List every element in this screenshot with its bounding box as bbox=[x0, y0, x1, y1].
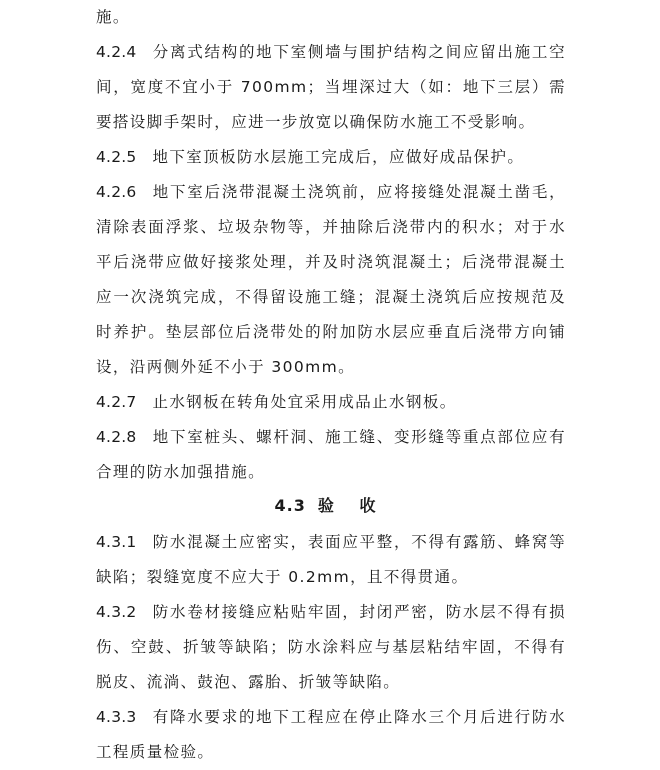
section-title: 验 收 bbox=[317, 496, 386, 515]
clause-text: 地下室桩头、螺杆洞、施工缝、变形缝等重点部位应有合理的防水加强措施。 bbox=[96, 428, 566, 481]
clause-text: 防水卷材接缝应粘贴牢固，封闭严密，防水层不得有损伤、空鼓、折皱等缺陷；防水涂料应与基层粘结牢固，不得有脱皮、流淌、鼓泡、露胎、折皱等缺陷。 bbox=[96, 603, 566, 691]
clause-number: 4.2.7 bbox=[96, 393, 137, 411]
clause-4-3-1 bbox=[96, 525, 566, 595]
clause-4-3-2 bbox=[96, 595, 566, 700]
clause-text: 止水钢板在转角处宜采用成品止水钢板。 bbox=[152, 393, 457, 411]
clause-text: 防水混凝土应密实，表面应平整，不得有露筋、蜂窝等缺陷；裂缝宽度不应大于 0.2mm，且不得贯通。 bbox=[96, 533, 566, 586]
clause-text: 地下室顶板防水层施工完成后，应做好成品保护。 bbox=[152, 148, 525, 166]
clause-4-2-4 bbox=[96, 35, 566, 140]
clause-4-2-5 bbox=[96, 140, 566, 175]
clause-number: 4.2.5 bbox=[96, 148, 137, 166]
clause-4-2-7 bbox=[96, 385, 566, 420]
clause-4-2-6 bbox=[96, 175, 566, 385]
clause-text: 地下室后浇带混凝土浇筑前，应将接缝处混凝土凿毛，清除表面浮浆、垃圾杂物等，并抽除后浇带内的积水；对于水平后浇带应做好接浆处理，并及时浇筑混凝土；后浇带混凝土应一次浇筑完成，不得留设施工缝；混凝土浇筑后应按规范及时养护。垫层部位后浇带处的附加防水层应垂直后浇带方向铺设，沿两侧外延不小于 300mm。 bbox=[96, 183, 566, 376]
clause-number: 4.2.8 bbox=[96, 428, 137, 446]
section-heading bbox=[0, 486, 660, 526]
clause-4-2-8 bbox=[96, 420, 566, 490]
clause-text: 分离式结构的地下室侧墙与围护结构之间应留出施工空间，宽度不宜小于 700mm；当埋深过大（如：地下三层）需要搭设脚手架时，应进一步放宽以确保防水施工不受影响。 bbox=[96, 43, 566, 131]
carryover-text: 施。 bbox=[96, 8, 130, 26]
clause-number: 4.3.3 bbox=[96, 708, 137, 726]
clause-text: 有降水要求的地下工程应在停止降水三个月后进行防水工程质量检验。 bbox=[96, 708, 566, 761]
clause-number: 4.2.4 bbox=[96, 43, 137, 61]
clause-number: 4.2.6 bbox=[96, 183, 137, 201]
clause-number: 4.3.2 bbox=[96, 603, 137, 621]
section-number: 4.3 bbox=[274, 496, 306, 515]
clause-number: 4.3.1 bbox=[96, 533, 137, 551]
clause-4-3-3 bbox=[96, 700, 566, 770]
